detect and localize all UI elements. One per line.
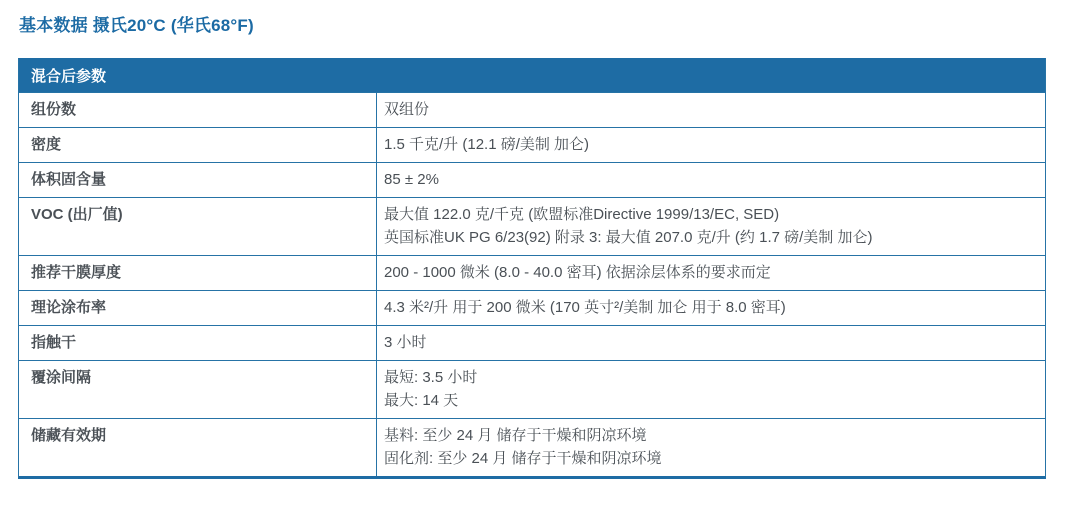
value-line: 4.3 米²/升 用于 200 微米 (170 英寸²/美制 加仑 用于 8.0 密耳) bbox=[384, 299, 786, 316]
table-header: 混合后参数 bbox=[19, 58, 1045, 92]
table-row bbox=[19, 418, 1045, 476]
row-label: 储藏有效期 bbox=[19, 419, 377, 476]
row-label: 体积固含量 bbox=[19, 163, 377, 197]
table-row bbox=[19, 255, 1045, 290]
params-table bbox=[18, 58, 1046, 479]
value-line: 英国标准UK PG 6/23(92) 附录 3: 最大值 207.0 克/升 (约 1.7 磅/美制 加仑) bbox=[384, 229, 873, 246]
table-row bbox=[19, 290, 1045, 325]
table-row bbox=[19, 197, 1045, 255]
row-value bbox=[377, 419, 1045, 476]
value-line: 最短: 3.5 小时 bbox=[384, 369, 478, 386]
value-line: 固化剂: 至少 24 月 储存于干燥和阴凉环境 bbox=[384, 450, 662, 467]
table-row bbox=[19, 360, 1045, 418]
value-line: 最大: 14 天 bbox=[384, 392, 459, 409]
row-label: 密度 bbox=[19, 128, 377, 162]
row-value bbox=[377, 128, 1045, 162]
row-value bbox=[377, 326, 1045, 360]
row-value bbox=[377, 198, 1045, 255]
table-row bbox=[19, 325, 1045, 360]
row-value bbox=[377, 291, 1045, 325]
row-label: 指触干 bbox=[19, 326, 377, 360]
value-line: 最大值 122.0 克/千克 (欧盟标准Directive 1999/13/EC, SED) bbox=[384, 206, 780, 223]
row-label: 推荐干膜厚度 bbox=[19, 256, 377, 290]
row-value bbox=[377, 256, 1045, 290]
value-line: 85 ± 2% bbox=[384, 171, 439, 188]
value-line: 3 小时 bbox=[384, 334, 427, 351]
row-label: 组份数 bbox=[19, 93, 377, 127]
table-row bbox=[19, 92, 1045, 127]
table-row bbox=[19, 162, 1045, 197]
row-value bbox=[377, 361, 1045, 418]
value-line: 1.5 千克/升 (12.1 磅/美制 加仑) bbox=[384, 136, 590, 153]
row-label: 理论涂布率 bbox=[19, 291, 377, 325]
row-value bbox=[377, 163, 1045, 197]
value-line: 200 - 1000 微米 (8.0 - 40.0 密耳) 依据涂层体系的要求而定 bbox=[384, 264, 771, 281]
row-label: VOC (出厂值) bbox=[19, 198, 377, 255]
row-value bbox=[377, 93, 1045, 127]
page-title: 基本数据 摄氏20°C (华氏68°F) bbox=[19, 16, 254, 35]
value-line: 基料: 至少 24 月 储存于干燥和阴凉环境 bbox=[384, 427, 647, 444]
row-label: 覆涂间隔 bbox=[19, 361, 377, 418]
table-row bbox=[19, 127, 1045, 162]
value-line: 双组份 bbox=[384, 101, 430, 118]
